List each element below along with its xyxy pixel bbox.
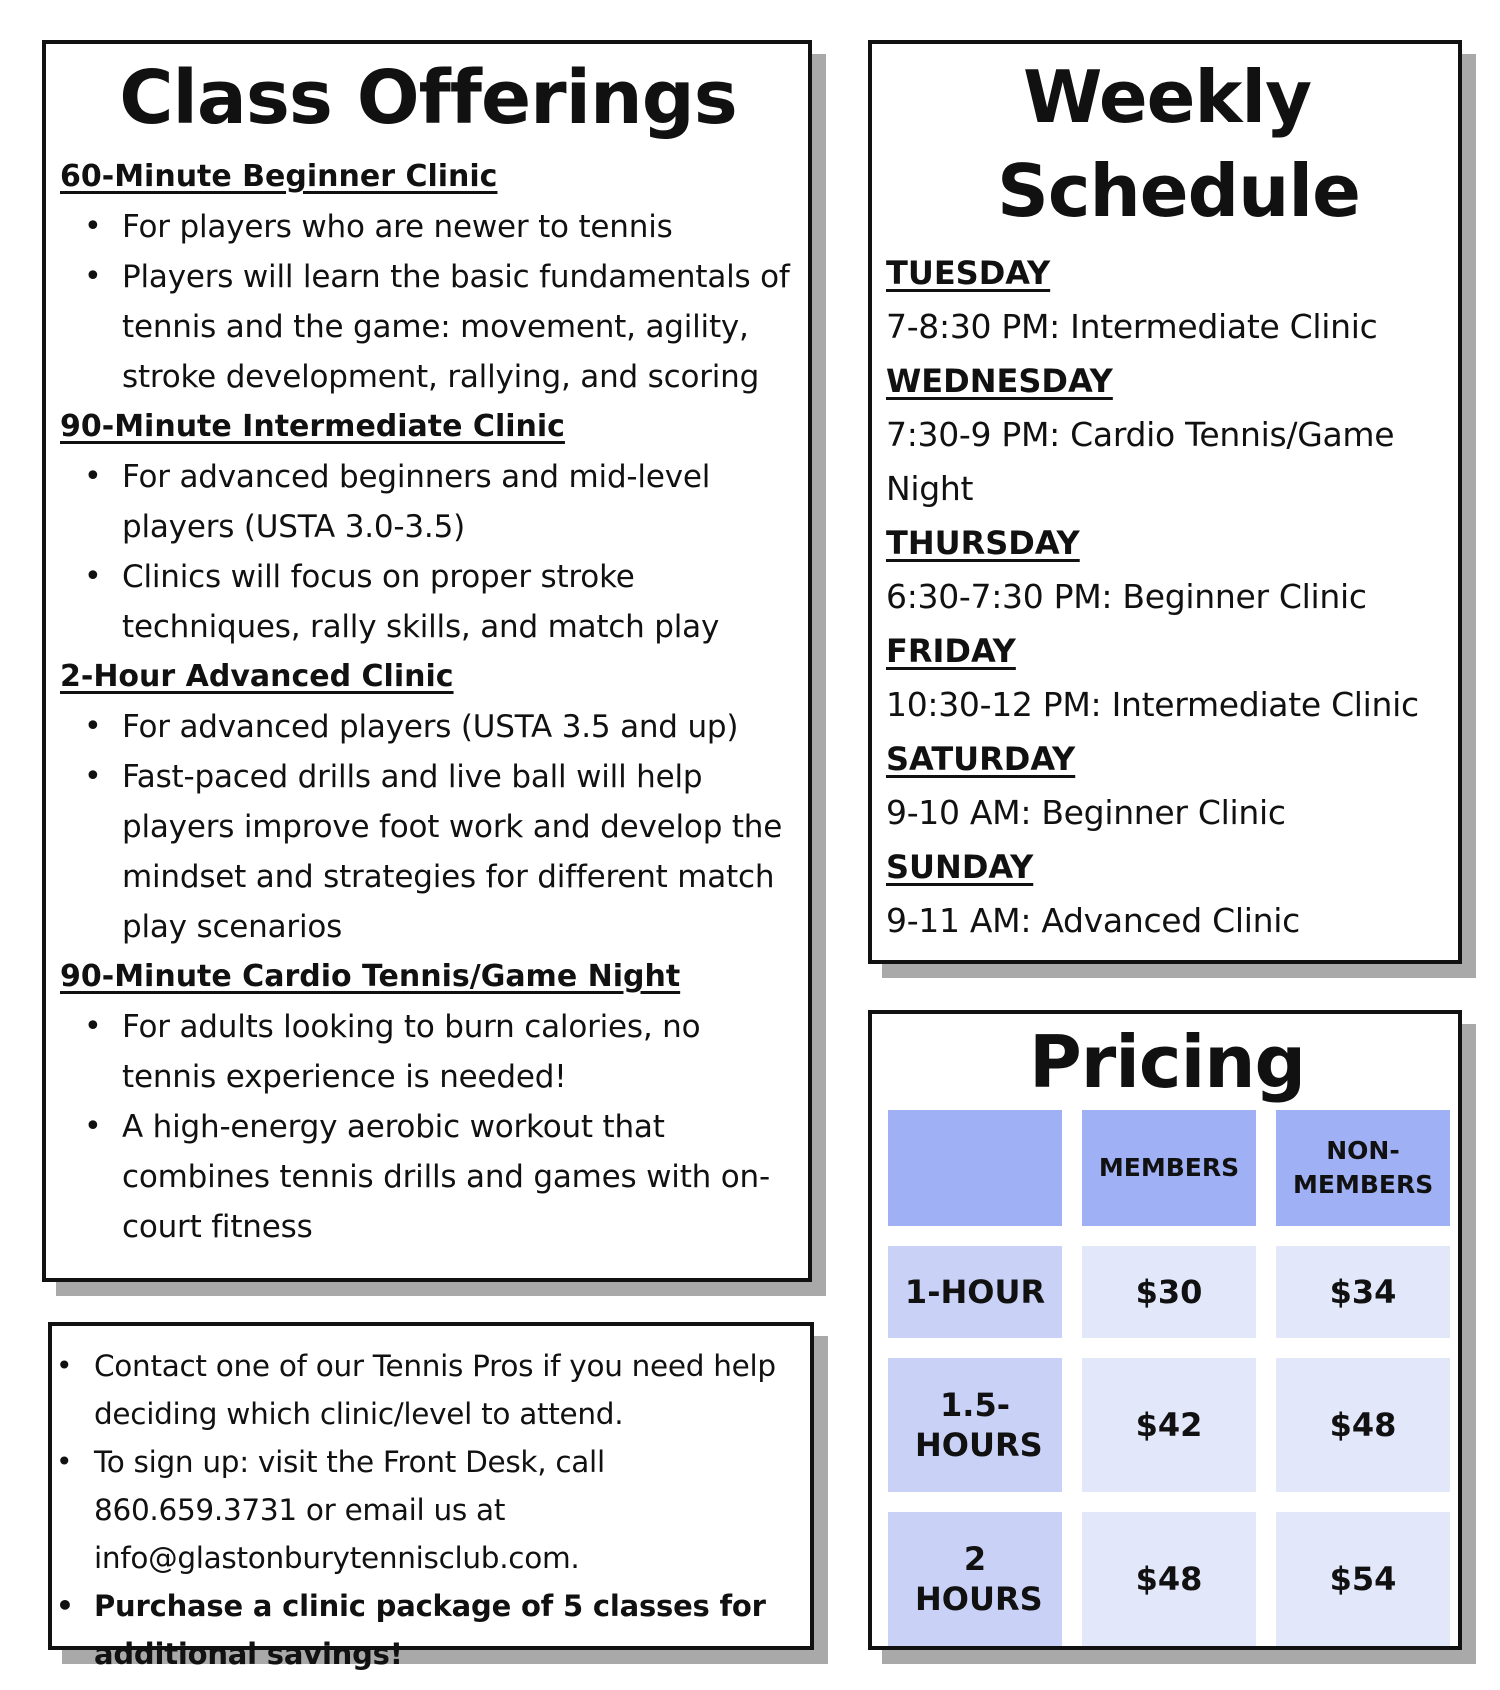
clinic-bullet-list: [60, 202, 796, 402]
clinic-section: [60, 402, 796, 652]
pricing-row-label: [888, 1512, 1062, 1646]
clinic-section: [60, 152, 796, 402]
schedule-day-heading: THURSDAY: [886, 524, 1080, 562]
pricing-members-price: $48: [1082, 1512, 1256, 1646]
clinic-bullet: • Fast-paced drills and live ball will help players improve foot work and develop the mindset and strategies for different match play scenarios: [60, 752, 796, 952]
clinic-bullet: • A high-energy aerobic workout that combines tennis drills and games with on-court fitness: [60, 1102, 796, 1252]
pricing-non-members-price: $54: [1276, 1512, 1450, 1646]
pricing-row-label-text: 1.5-HOURS: [915, 1386, 1043, 1464]
clinic-bullet: • For adults looking to burn calories, no tennis experience is needed!: [60, 1002, 796, 1102]
schedule-day-heading: TUESDAY: [886, 254, 1051, 292]
info-bullet-package: • Purchase a clinic package of 5 classes for additional savings!: [52, 1582, 802, 1678]
schedule-entry: 6:30-7:30 PM: Beginner Clinic: [886, 577, 1367, 616]
clinic-heading: 90-Minute Cardio Tennis/Game Night: [60, 959, 681, 994]
pricing-row-label: 1-HOUR: [888, 1246, 1062, 1338]
pricing-column-header-non-members: [1276, 1110, 1450, 1226]
class-offerings-panel: [42, 40, 812, 1282]
pricing-row-label: [888, 1358, 1062, 1492]
pricing-members-price: $42: [1082, 1358, 1256, 1492]
members-header-text: MEMBERS: [1098, 1153, 1240, 1182]
pricing-corner-cell: [888, 1110, 1062, 1226]
clinic-bullet-list: [60, 702, 796, 952]
weekly-schedule-panel: [868, 40, 1462, 964]
clinic-bullet: • For advanced players (USTA 3.5 and up): [60, 702, 796, 752]
weekly-schedule-title-text: Weekly Schedule: [997, 55, 1360, 233]
schedule-day-heading: SATURDAY: [886, 740, 1076, 778]
clinic-section: [60, 652, 796, 952]
schedule-entry: 10:30-12 PM: Intermediate Clinic: [886, 685, 1419, 724]
schedule-entry: 9-11 AM: Advanced Clinic: [886, 901, 1300, 940]
schedule-entry: 7-8:30 PM: Intermediate Clinic: [886, 307, 1378, 346]
class-offerings-title: Class Offerings: [119, 55, 737, 141]
signup-info-panel: [48, 1322, 814, 1671]
schedule-day-heading: SUNDAY: [886, 848, 1034, 886]
schedule-day-heading: FRIDAY: [886, 632, 1016, 670]
clinic-bullet: • Clinics will focus on proper stroke techniques, rally skills, and match play: [60, 552, 796, 652]
clinic-bullet-list: [60, 452, 796, 652]
pricing-non-members-price: $34: [1276, 1246, 1450, 1338]
clinic-section: [60, 952, 796, 1252]
pricing-row-label-text: 2 HOURS: [915, 1540, 1043, 1618]
pricing-column-header-members: [1082, 1110, 1256, 1226]
pricing-non-members-price: $48: [1276, 1358, 1450, 1492]
clinic-heading: 90-Minute Intermediate Clinic: [60, 409, 565, 444]
info-bullet-contact: • Contact one of our Tennis Pros if you need help deciding which clinic/level to attend.: [52, 1342, 802, 1438]
clinic-heading: 60-Minute Beginner Clinic: [60, 159, 498, 194]
non-members-header-text: NON-MEMBERS: [1293, 1136, 1434, 1199]
info-bullet-list: [52, 1342, 802, 1678]
schedule-entry: 7:30-9 PM: Cardio Tennis/Game Night: [886, 415, 1395, 508]
clinic-heading: 2-Hour Advanced Clinic: [60, 659, 454, 694]
schedule-entry: 9-10 AM: Beginner Clinic: [886, 793, 1286, 832]
clinic-bullet: • Players will learn the basic fundamentals of tennis and the game: movement, agility, stroke development, rallying, and scoring: [60, 252, 796, 402]
clinic-bullet: • For players who are newer to tennis: [60, 202, 796, 252]
weekly-schedule-title: [886, 50, 1448, 238]
pricing-members-price: $30: [1082, 1246, 1256, 1338]
info-bullet-signup: • To sign up: visit the Front Desk, call 860.659.3731 or email us at info@glastonburytennisclub.com.: [52, 1438, 802, 1582]
pricing-panel: [868, 1010, 1462, 1650]
pricing-title: Pricing: [1028, 1020, 1306, 1104]
clinic-bullet: • For advanced beginners and mid-level players (USTA 3.0-3.5): [60, 452, 796, 552]
pricing-table: [888, 1110, 1446, 1646]
schedule-day-heading: WEDNESDAY: [886, 362, 1113, 400]
clinic-bullet-list: [60, 1002, 796, 1252]
